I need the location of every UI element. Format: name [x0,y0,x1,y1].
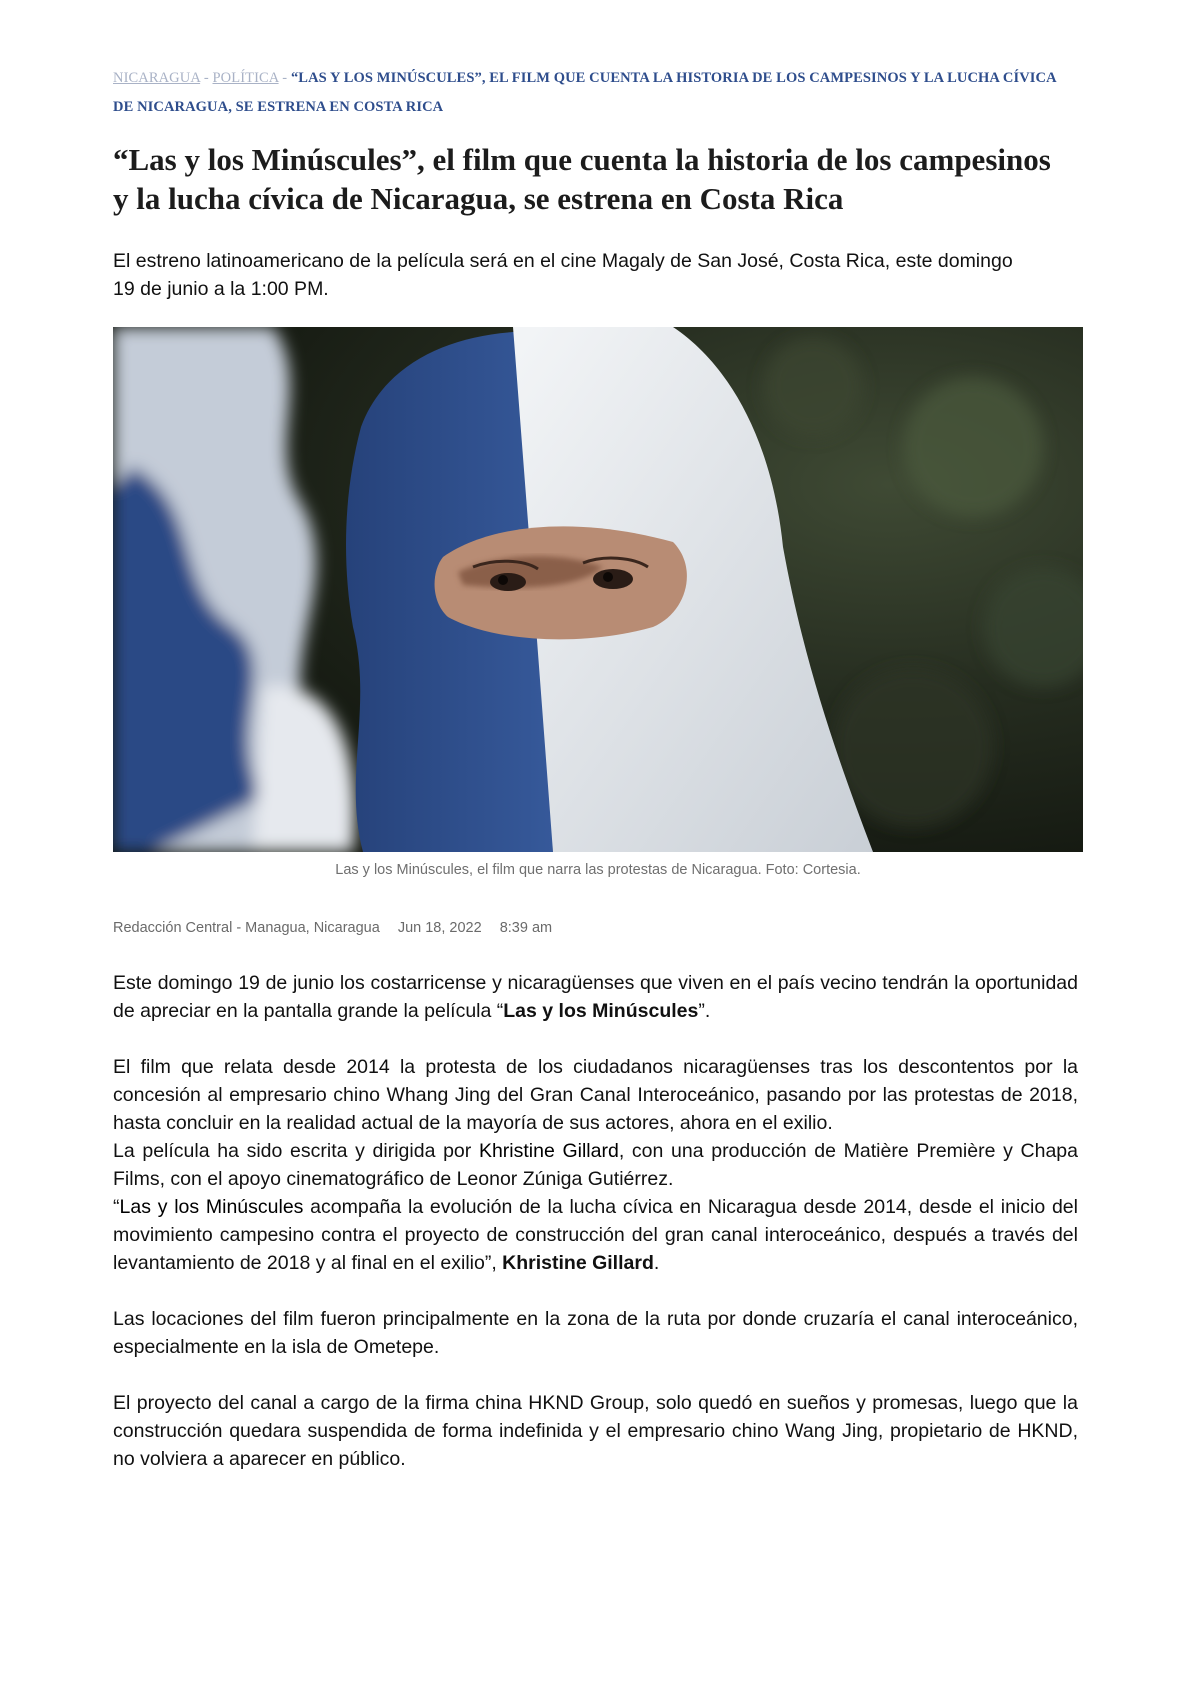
hero-image [113,327,1083,852]
film-title-bold: Las y los Minúscules [503,1000,699,1022]
paragraph-text: “ [113,1196,120,1218]
breadcrumb [113,64,1073,122]
article-title: “Las y los Minúscules”, el film que cuenta la historia de los campesinos y la lucha cívica de Nicaragua, se estrena en Costa Rica [113,142,1051,216]
paragraph-text: ”. [698,1000,711,1022]
breadcrumb-current: “LAS Y LOS MINÚSCULES”, EL FILM QUE CUENTA LA HISTORIA DE LOS CAMPESINOS Y LA LUCHA CÍVICA DE NICARAGUA, SE ESTRENA EN COSTA RICA [113,70,1056,115]
author-byline: Redacción Central - Managua, Nicaragua [113,920,380,936]
paragraph [113,1137,1078,1193]
publish-time: 8:39 am [499,920,553,936]
director-name: Khristine Gillard [478,1140,619,1162]
breadcrumb-category-link[interactable]: POLÍTICA [212,70,279,86]
paragraph-text: Este domingo 19 de junio los costarricense y nicaragüenses que viven en el país vecino tendrán la oportunidad de apreciar en la pantalla grande la película “ [113,972,1078,1022]
paragraph: Las locaciones del film fueron principalmente en la zona de la ruta por donde cruzaría el canal interoceánico, especialmente en la isla de Ometepe. [113,1308,1078,1358]
breadcrumb-separator: - [200,70,213,86]
breadcrumb-section-link[interactable]: NICARAGUA [113,70,201,86]
film-title: Las y los Minúscules [119,1196,304,1218]
paragraph-text: La película ha sido escrita y dirigida por [113,1140,479,1162]
breadcrumb-separator: - [278,70,291,86]
publish-date: Jun 18, 2022 [397,920,482,936]
paragraph-text: , con una producción de Matière Première y Chapa Films, con el apoyo cinematográfico de Leonor Zúniga Gutiérrez. [113,1140,1078,1190]
paragraph-text: . [653,1252,660,1274]
article-subtitle: El estreno latinoamericano de la película será en el cine Magaly de San José, Costa Rica, este domingo 19 de junio a la 1:00 PM. [113,250,1013,300]
paragraph: El proyecto del canal a cargo de la firma china HKND Group, solo quedó en sueños y promesas, luego que la construcción quedara suspendida de forma indefinida y el empresario chino Wang Jing, propietario de HKND, no volviera a aparecer en público. [113,1392,1078,1470]
paragraph: El film que relata desde 2014 la protesta de los ciudadanos nicaragüenses tras los descontentos por la concesión al empresario chino Whang Jing del Gran Canal Interoceánico, pasando por las protestas de 2018, hasta concluir en la realidad actual de la mayoría de sus actores, ahora en el exilio. [113,1056,1078,1134]
article-meta [113,920,566,936]
paragraph [113,1193,1078,1277]
hero-photo-illustration [113,327,1083,852]
image-caption: Las y los Minúscules, el film que narra las protestas de Nicaragua. Foto: Cortesia. [335,862,861,878]
article-body [113,969,1078,1473]
paragraph [113,969,1078,1025]
paragraph-text: acompaña la evolución de la lucha cívica en Nicaragua desde 2014, desde el inicio del movimiento campesino contra el proyecto de construcción del gran canal interoceánico, después a través del levantamiento de 2018 y al final en el exilio”, [113,1196,1078,1274]
director-name-bold: Khristine Gillard [502,1252,654,1274]
